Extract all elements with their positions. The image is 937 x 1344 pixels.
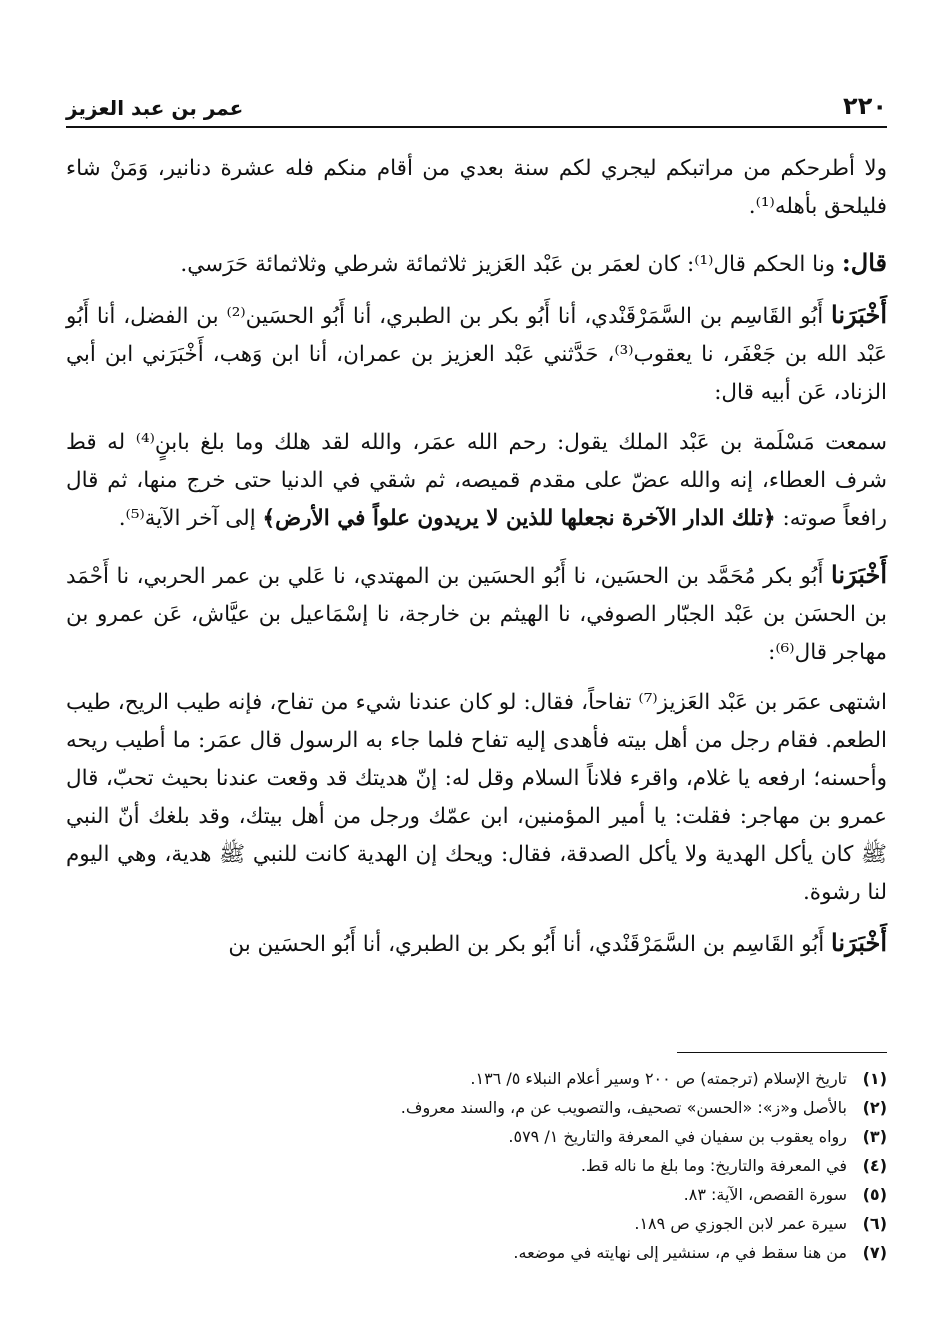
footnote-number: (٦) [862, 1214, 887, 1233]
paragraph-text: أَبُو القَاسِم بن السَّمَرْقَنْدي، أنا أَبُو بكر بن الطبري، أنا أَبُو الحسَين بن [228, 932, 832, 957]
footnote [66, 1093, 887, 1122]
footnote-text: رواه يعقوب بن سفيان في المعرفة والتاريخ ١/ ٥٧٩. [508, 1127, 847, 1146]
paragraph [66, 296, 887, 412]
footnote-number: (٢) [862, 1098, 887, 1117]
page-header [66, 88, 887, 128]
paragraph [66, 924, 887, 964]
footnote-text: بالأصل و«ز»: «الحسن» تصحيف، والتصويب عن م، والسند معروف. [400, 1098, 847, 1117]
footnote-number: (٧) [862, 1243, 887, 1262]
paragraph [66, 244, 887, 284]
paragraph-lead: أَخْبَرَنا [831, 560, 887, 589]
footnote-number: (١) [862, 1069, 887, 1088]
paragraph [66, 684, 887, 912]
paragraph-lead: أَخْبَرَنا [831, 300, 887, 329]
paragraph-text: اشتهى عمَر بن عَبْد العَزيز⁽⁷⁾ تفاحاً، فقال: لو كان عندنا شيء من تفاح، فإنه طيب الريح، طيب الطعم. فقام رجل من أهل بيته فأهدى إليه تفاح فلما جاء به الرسول قال عمَر: ما أطيب ريحه وأحسنه؛ ارفعه يا غلام، واقرء فلاناً السلام وقل له: إنّ هديتك قد وقعت عندنا بحيث تحبّ، قال عمرو بن مهاجر: فقلت: يا أمير المؤمنين، ابن عمّك ورجل من أهل بيتك، وقد بلغك أنّ النبي ﷺ كان يأكل الهدية ولا يأكل الصدقة، فقال: ويحك إن الهدية كانت للنبي ﷺ هدية، وهي اليوم لنا رشوة. [66, 690, 887, 905]
quran-verse: ﴿تلك الدار الآخرة نجعلها للذين لا يريدون علواً في الأرض﴾ [262, 506, 776, 531]
footnote-text: سورة القصص، الآية: ٨٣. [683, 1185, 847, 1204]
paragraph-text: سمعت مَسْلَمة بن عَبْد الملك يقول: رحم الله عمَر، والله لقد هلك وما بلغ بابنٍ⁽⁴⁾ له قط شرف العطاء، إنه والله عضّ على مقدم قميصه، ثم شقي في الدنيا حتى خرج منها، ثم قال رافعاً صوته: [66, 430, 888, 531]
main-text [66, 150, 887, 976]
running-title: عمر بن عبد العزيز [66, 96, 244, 120]
paragraph [66, 424, 887, 538]
paragraph-lead: أَخْبَرَنا [831, 928, 887, 957]
footnote [66, 1064, 887, 1093]
footnote [66, 1209, 887, 1238]
paragraph [66, 150, 887, 226]
footnote-text: في المعرفة والتاريخ: وما بلغ ما ناله قط. [580, 1156, 847, 1175]
paragraph-text: ولا أطرحكم من مراتبكم ليجري لكم سنة بعدي من أقام منكم فله عشرة دنانير، وَمَنْ شاء فليلحق بأهله⁽¹⁾. [66, 156, 887, 219]
footnote [66, 1151, 887, 1180]
footnote [66, 1180, 887, 1209]
footnote-number: (٣) [862, 1127, 887, 1146]
footnotes [66, 1064, 887, 1267]
footnote-divider [677, 1052, 887, 1053]
footnote-text: سيرة عمر لابن الجوزي ص ١٨٩. [634, 1214, 847, 1233]
paragraph-tail: إلى آخر الآية⁽⁵⁾. [118, 506, 263, 531]
paragraph-text: ونا الحكم قال⁽¹⁾: كان لعمَر بن عَبْد العَزيز ثلاثمائة شرطي وثلاثمائة حَرَسي. [180, 252, 842, 277]
paragraph [66, 556, 887, 672]
footnote-text: من هنا سقط في م، سنشير إلى نهايته في موضعه. [513, 1243, 847, 1262]
footnote-number: (٤) [862, 1156, 887, 1175]
page-number: ٢٢٠ [843, 92, 887, 120]
paragraph-text: أَبُو بكر مُحَمَّد بن الحسَين، نا أَبُو الحسَين بن المهتدي، نا عَلي بن عمر الحربي، نا أَحْمَد بن الحسَن بن عَبْد الجبّار الصوفي، نا الهيثم بن خارجة، نا إسْمَاعيل بن عيَّاش، عَن عمرو بن مهاجر قال⁽⁶⁾: [66, 564, 887, 665]
footnote-number: (٥) [862, 1185, 887, 1204]
footnote [66, 1238, 887, 1267]
paragraph-text: أَبُو القَاسِم بن السَّمَرْقَنْدي، أنا أَبُو بكر بن الطبري، أنا أَبُو الحسَين⁽²⁾ بن الفضل، أنا أَبُو عَبْد الله بن جَعْفَر، نا يعقوب⁽³⁾، حَدَّثني عَبْد العزيز بن عمران، أنا ابن وَهب، أَخْبَرَني ابن أبي الزناد، عَن أبيه قال: [66, 304, 887, 405]
footnote [66, 1122, 887, 1151]
footnote-text: تاريخ الإسلام (ترجمته) ص ٢٠٠ وسير أعلام النبلاء ٥/ ١٣٦. [470, 1069, 847, 1088]
paragraph-lead: قال: [841, 248, 887, 277]
